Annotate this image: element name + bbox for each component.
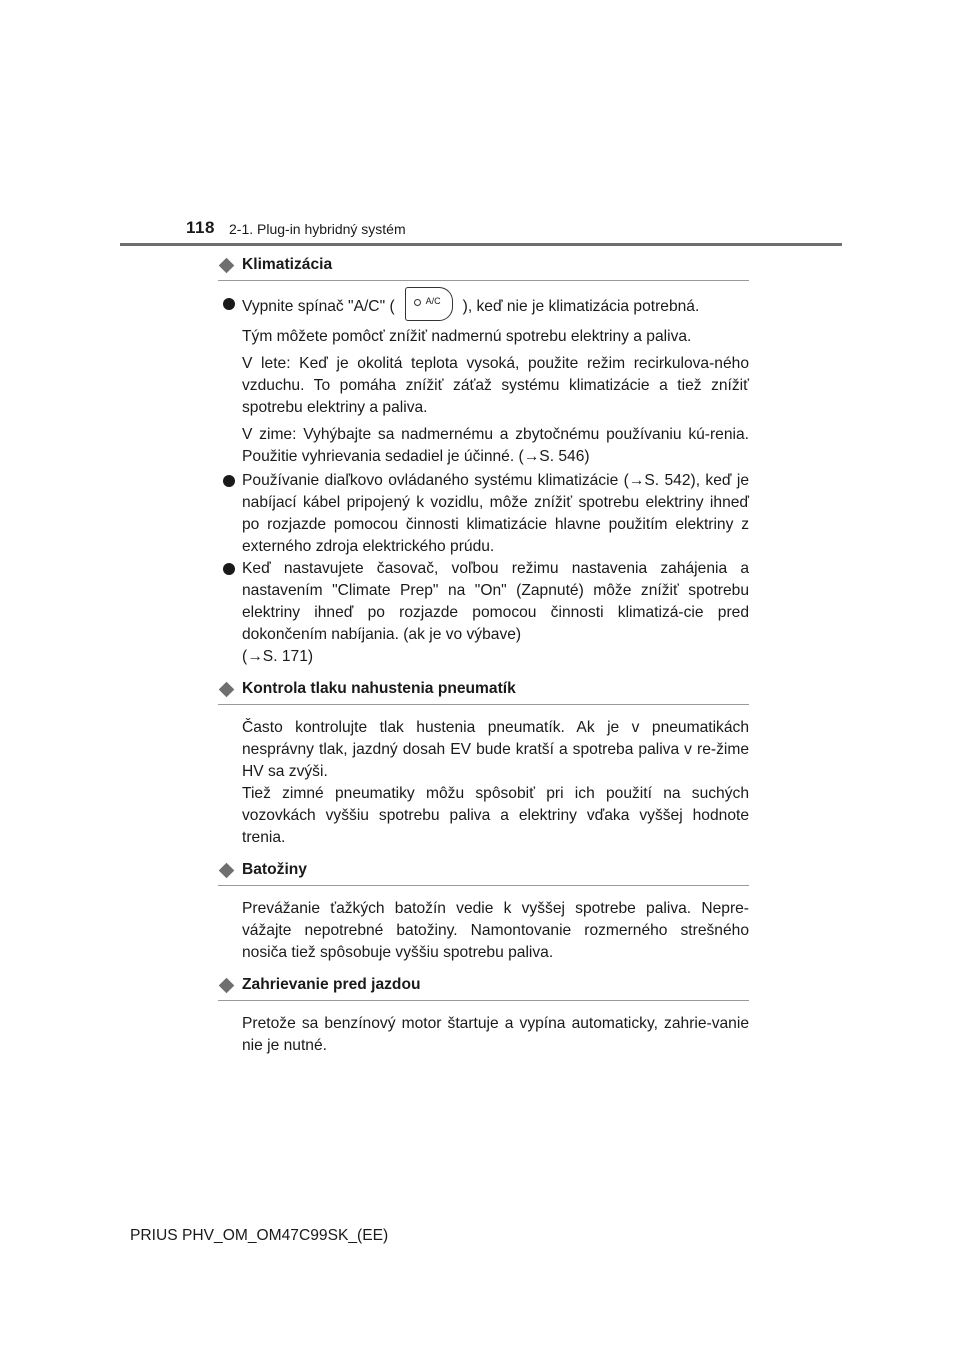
section-klimatizacia	[218, 254, 749, 668]
section-pneumatiky	[218, 678, 749, 849]
bullet-dot-icon	[223, 298, 235, 310]
bullet-text: ), keď nie je klimatizácia potrebná.	[462, 298, 700, 316]
diamond-bullet-icon	[219, 257, 235, 273]
section-heading	[218, 974, 749, 1001]
section-title: Batožiny	[242, 861, 307, 878]
indicator-led-icon	[414, 299, 421, 306]
page-reference: (→S. 171)	[242, 648, 314, 665]
paragraph: V zime: Vyhýbajte sa nadmernému a zbytočnému používaniu kú-renia. Použitie vyhrievania sedadiel je účinné. (→S. 546)	[242, 426, 749, 465]
list-item	[218, 558, 749, 668]
paragraph: V lete: Keď je okolitá teplota vysoká, použite režim recirkulova-ného vzduchu. To pomáha znížiť záťaž systému klimatizácie a tiež znížiť spotrebu elektriny a paliva.	[242, 355, 749, 416]
page-number: 118	[186, 218, 215, 237]
paragraph: Tiež zimné pneumatiky môžu spôsobiť pri ich použití na suchých vozovkách vyššiu spotrebu paliva a elektriny vďaka vyššej hodnote trenia.	[242, 785, 749, 846]
section-title: Zahrievanie pred jazdou	[242, 976, 421, 993]
section-batoziny	[218, 859, 749, 964]
section-title: Klimatizácia	[242, 256, 333, 273]
bullet-text: Keď nastavujete časovač, voľbou režimu nastavenia zahájenia a nastavením "Climate Prep" na "On" (Zapnuté) môže znížiť spotrebu elektriny ihneď po rozjazde pomocou činnosti klimatizá-cie pred dokončením nabíjania. (ak je vo výbave)	[242, 560, 749, 643]
section-heading	[218, 859, 749, 886]
paragraph: Prevážanie ťažkých batožín vedie k vyššej spotrebe paliva. Nepre-vážajte nepotrebné batožiny. Namontovanie rozmerného strešného nosiča tiež spôsobuje vyššiu spotrebu paliva.	[242, 900, 749, 961]
paragraph: Pretože sa benzínový motor štartuje a vypína automaticky, zahrie-vanie nie je nutné.	[242, 1015, 749, 1054]
paragraph: Tým môžete pomôcť znížiť nadmernú spotrebu elektriny a paliva.	[242, 328, 692, 345]
diamond-bullet-icon	[219, 862, 235, 878]
diamond-bullet-icon	[219, 977, 235, 993]
list-item	[218, 293, 749, 468]
footer-doc-id: PRIUS PHV_OM_OM47C99SK_(EE)	[130, 1227, 389, 1244]
bullet-text: Používanie diaľkovo ovládaného systému klimatizácie (→S. 542), keď je nabíjací kábel pripojený k vozidlu, môže znížiť spotrebu elektriny ihneď po rozjazde pomocou činnosti klimatizácie hlavne použitím elektriny z externého zdroja elektrického prúdu.	[242, 472, 749, 555]
list-item	[218, 470, 749, 558]
ac-button-icon	[405, 287, 453, 321]
section-heading	[218, 678, 749, 705]
chapter-title: 2-1. Plug-in hybridný systém	[229, 221, 406, 237]
page-content	[218, 254, 749, 1067]
bullet-dot-icon	[223, 475, 235, 487]
section-heading	[218, 254, 749, 281]
paragraph: Často kontrolujte tlak hustenia pneumatík. Ak je v pneumatikách nesprávny tlak, jazdný dosah EV bude kratší a spotreba paliva v re-žime HV sa zvýši.	[242, 719, 749, 780]
ac-icon-label: A/C	[425, 296, 441, 306]
section-title: Kontrola tlaku nahustenia pneumatík	[242, 680, 516, 697]
section-zahrievanie	[218, 974, 749, 1057]
bullet-text: Vypnite spínač "A/C" (	[242, 298, 395, 316]
header-rule	[120, 243, 842, 246]
bullet-dot-icon	[223, 563, 235, 575]
diamond-bullet-icon	[219, 681, 235, 697]
